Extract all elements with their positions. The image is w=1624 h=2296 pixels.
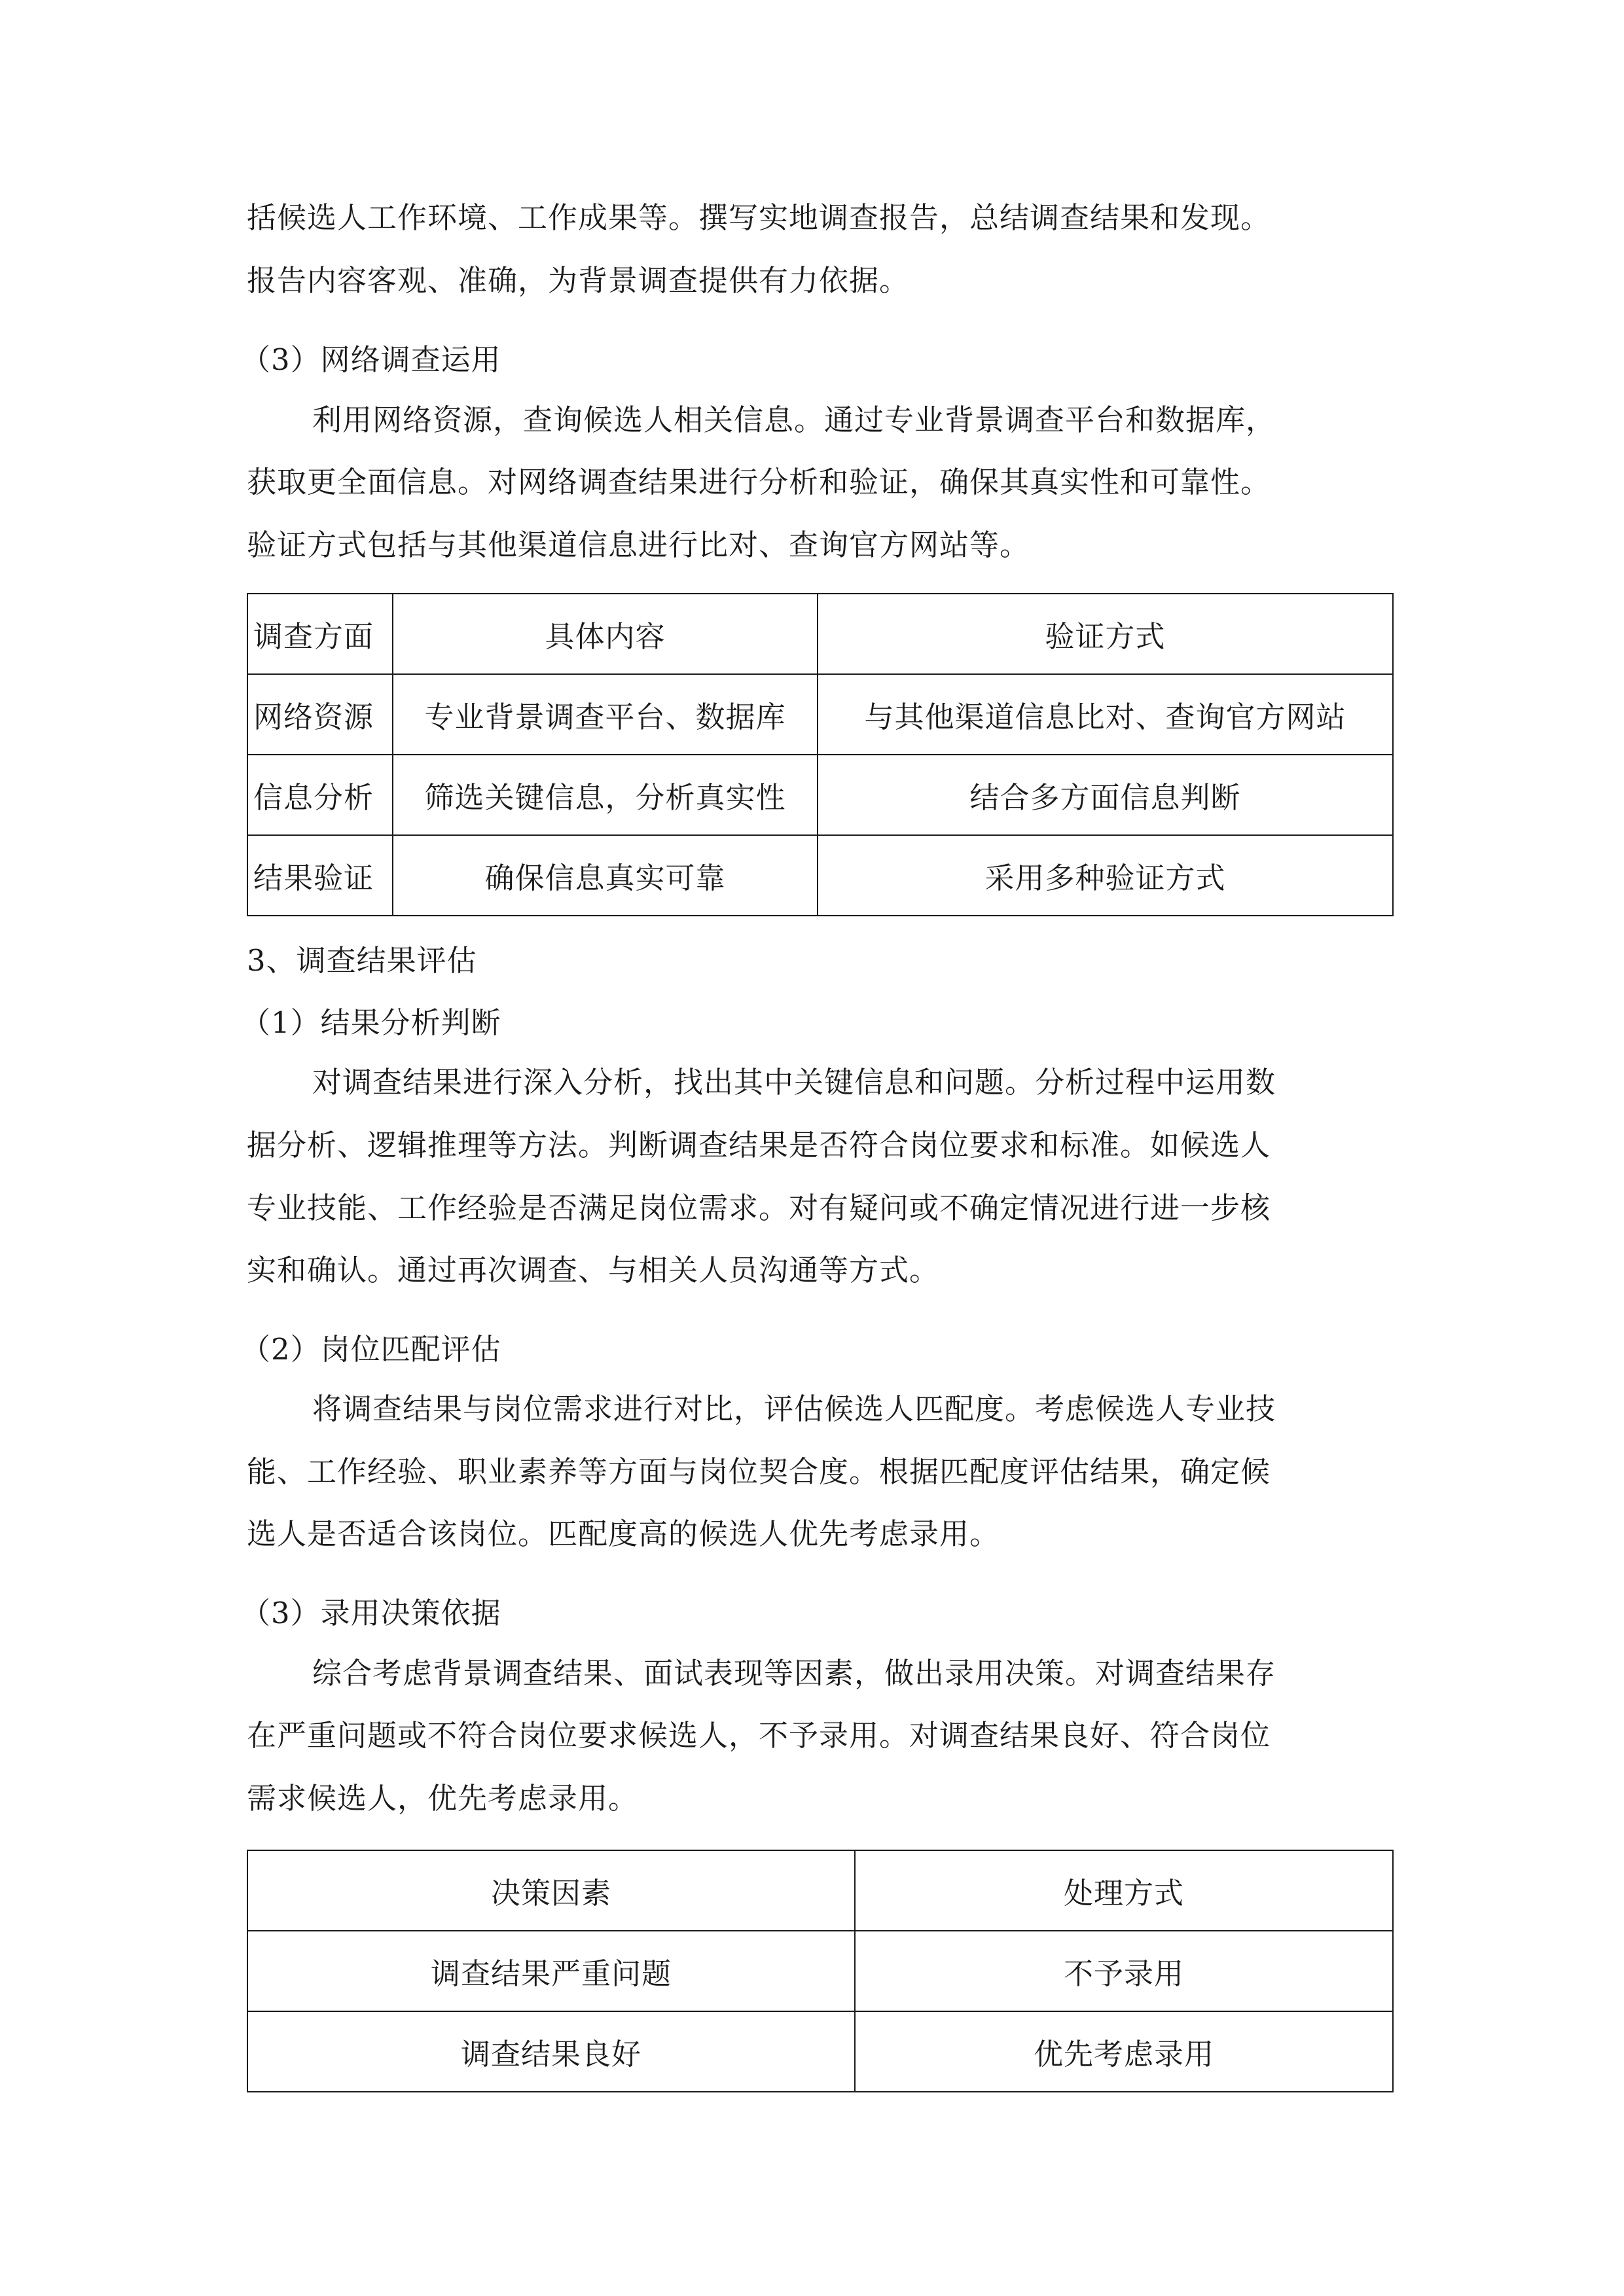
table-cell: 优先考虑录用: [855, 2011, 1393, 2092]
table-header-cell: 调查方面: [247, 594, 393, 674]
table-header-cell: 决策因素: [247, 1850, 855, 1931]
table-cell: 不予录用: [855, 1931, 1393, 2011]
table-header-cell: 处理方式: [855, 1850, 1393, 1931]
paragraph-line: 验证方式包括与其他渠道信息进行比对、查询官方网站等。: [247, 528, 1030, 562]
table-row: [247, 674, 1393, 755]
paragraph-line: 据分析、逻辑推理等方法。判断调查结果是否符合岗位要求和标准。如候选人: [247, 1128, 1271, 1162]
paragraph-line: 综合考虑背景调查结果、面试表现等因素，做出录用决策。对调查结果存: [312, 1656, 1276, 1691]
paragraph-line: 专业技能、工作经验是否满足岗位需求。对有疑问或不确定情况进行进一步核: [247, 1191, 1271, 1225]
paragraph-line: 能、工作经验、职业素养等方面与岗位契合度。根据匹配度评估结果，确定候: [247, 1454, 1271, 1489]
paragraph-line: 对调查结果进行深入分析，找出其中关键信息和问题。分析过程中运用数: [312, 1065, 1276, 1100]
table-cell: 确保信息真实可靠: [393, 835, 818, 916]
paragraph-line: 括候选人工作环境、工作成果等。撰写实地调查报告，总结调查结果和发现。: [247, 200, 1271, 235]
table-header-row: [247, 1850, 1393, 1931]
paragraph-line: 实和确认。通过再次调查、与相关人员沟通等方式。: [247, 1253, 940, 1287]
table-row: [247, 835, 1393, 916]
section-heading: （2）岗位匹配评估: [241, 1332, 501, 1367]
table-cell: 结合多方面信息判断: [818, 755, 1393, 835]
paragraph-line: 需求候选人，优先考虑录用。: [247, 1781, 639, 1816]
table-cell: 筛选关键信息，分析真实性: [393, 755, 818, 835]
verification-table: [247, 593, 1394, 916]
table-header-cell: 具体内容: [393, 594, 818, 674]
section-heading: （3）录用决策依据: [241, 1596, 501, 1630]
table-cell: 采用多种验证方式: [818, 835, 1393, 916]
table-cell: 调查结果良好: [247, 2011, 855, 2092]
paragraph-line: 在严重问题或不符合岗位要求候选人，不予录用。对调查结果良好、符合岗位: [247, 1718, 1271, 1753]
paragraph-line: 报告内容客观、准确，为背景调查提供有力依据。: [247, 263, 910, 298]
section-heading: （1）结果分析判断: [241, 1005, 501, 1040]
paragraph-line: 利用网络资源，查询候选人相关信息。通过专业背景调查平台和数据库，: [312, 403, 1276, 437]
table-cell: 结果验证: [247, 835, 393, 916]
table-cell: 信息分析: [247, 755, 393, 835]
decision-table: [247, 1850, 1394, 2092]
section-heading: （3）网络调查运用: [241, 342, 501, 377]
table-cell: 专业背景调查平台、数据库: [393, 674, 818, 755]
table-cell: 调查结果严重问题: [247, 1931, 855, 2011]
table-row: [247, 1931, 1393, 2011]
table-row: [247, 755, 1393, 835]
section-heading: 3、调查结果评估: [247, 943, 477, 978]
paragraph-line: 将调查结果与岗位需求进行对比，评估候选人匹配度。考虑候选人专业技: [312, 1391, 1276, 1426]
paragraph-line: 获取更全面信息。对网络调查结果进行分析和验证，确保其真实性和可靠性。: [247, 465, 1271, 499]
table-row: [247, 2011, 1393, 2092]
table-cell: 网络资源: [247, 674, 393, 755]
table-header-row: [247, 594, 1393, 674]
paragraph-line: 选人是否适合该岗位。匹配度高的候选人优先考虑录用。: [247, 1516, 1000, 1551]
table-header-cell: 验证方式: [818, 594, 1393, 674]
table-cell: 与其他渠道信息比对、查询官方网站: [818, 674, 1393, 755]
